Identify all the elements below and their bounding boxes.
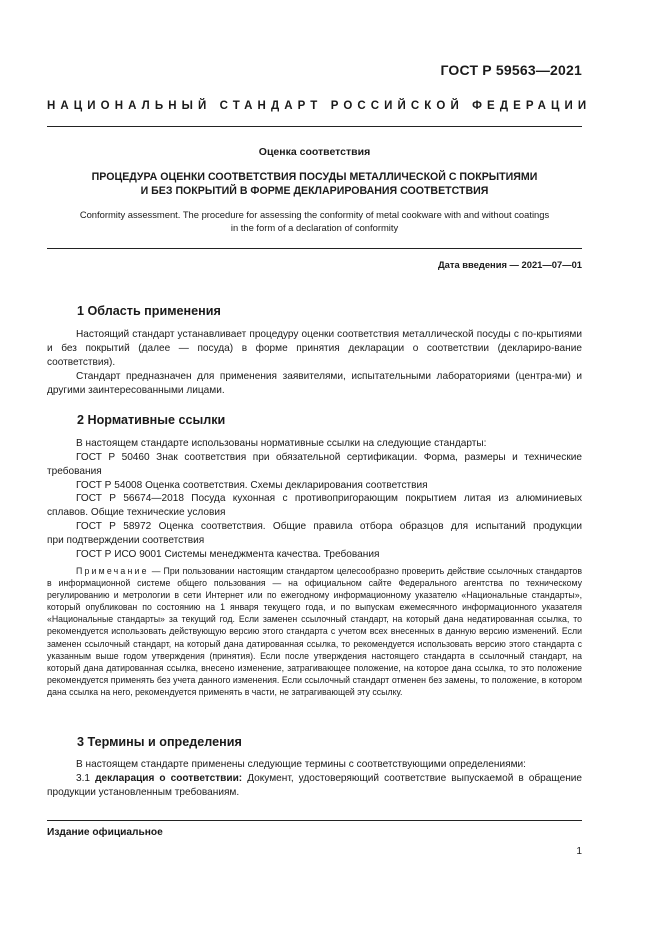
section-1-paragraph-2: Стандарт предназначен для применения заявителями, испытательными лабораториями (центра-ми) и другими заинтересованными лицами. (47, 371, 582, 396)
title-ru-line-2: И БЕЗ ПОКРЫТИЙ В ФОРМЕ ДЕКЛАРИРОВАНИЯ СООТВЕТСТВИЯ (140, 185, 489, 197)
reference-gost-50460: ГОСТ Р 50460 Знак соответствия при обязательной сертификации. Форма, размеры и технические (76, 452, 582, 463)
reference-gost-58972-cont: при подтверждении соответствия (47, 535, 205, 546)
title-en-line-2: in the form of a declaration of conformity (230, 221, 399, 233)
gost-number: ГОСТ Р 59563—2021 (440, 62, 582, 78)
section-2-heading: 2 Нормативные ссылки (77, 413, 226, 427)
terms-intro: В настоящем стандарте применены следующие термины с соответствующими определениями: (76, 759, 526, 770)
reference-gost-iso-9001: ГОСТ Р ИСО 9001 Системы менеджмента качества. Требования (76, 549, 380, 560)
references-intro: В настоящем стандарте использованы нормативные ссылки на следующие стандарты: (76, 438, 487, 449)
document-subject: Оценка соответствия (258, 146, 371, 158)
reference-gost-50460-cont: требования (47, 466, 102, 477)
section-1-heading: 1 Область применения (77, 304, 221, 318)
footer-divider (47, 820, 582, 821)
note-label: Примечание (76, 566, 149, 576)
title-divider (47, 248, 582, 249)
reference-gost-58972: ГОСТ Р 58972 Оценка соответствия. Общие правила отбора образцов для испытаний продукции (76, 521, 582, 532)
header-divider (47, 126, 582, 127)
reference-gost-54008: ГОСТ Р 54008 Оценка соответствия. Схемы декларирования соответствия (76, 480, 428, 491)
effective-date: Дата введения — 2021—07—01 (437, 259, 582, 270)
term-name: декларация о соответствии: (95, 773, 243, 784)
reference-gost-56674: ГОСТ Р 56674—2018 Посуда кухонная с противопригорающим покрытием литая из алюминиевых (76, 493, 582, 504)
reference-gost-56674-cont: сплавов. Общие технические условия (47, 507, 226, 518)
term-3-1: 3.1 декларация о соответствии: Документ, удостоверяющий соответствие выпускаемой в обращение продукции установленным требованиям. (47, 773, 583, 798)
references-note (47, 565, 582, 698)
section-1-paragraph-1: Настоящий стандарт устанавливает процедуру оценки соответствия металлической посуды с по-крытиями и без покрытий (далее — посуда) в форме принятия декларации о соответствии (деклариро-вание соответствия). (47, 329, 582, 368)
national-standard-title: НАЦИОНАЛЬНЫЙ СТАНДАРТ РОССИЙСКОЙ ФЕДЕРАЦИИ (47, 100, 592, 112)
official-edition-label: Издание официальное (47, 827, 163, 838)
title-ru-line-1: ПРОЦЕДУРА ОЦЕНКИ СООТВЕТСТВИЯ ПОСУДЫ МЕТАЛЛИЧЕСКОЙ С ПОКРЫТИЯМИ (91, 171, 538, 183)
title-en-line-1: Conformity assessment. The procedure for assessing the conformity of metal cookware with and without coatings (79, 209, 550, 220)
document-title-ru (47, 170, 582, 198)
page-number: 1 (576, 846, 582, 857)
section-3-heading: 3 Термины и определения (77, 735, 242, 749)
note-text: — При пользовании настоящим стандартом целесообразно проверить действие ссылочных стандартов в информационной системе общего пользования — на официальном сайте Федерального агентства по техническому регулированию и метрологии в сети Интернет или по ежегодному информационному указателю «Национальные стандарты», который опубликован по состоянию на 1 января текущего года, и по выпускам ежемесячного информационного указателя «Национальные стандарты» за текущий год. Если заменен ссылочный стандарт, на который дана недатированная ссылка, то рекомендуется использовать действующую версию этого стандарта с учетом всех внесенных в данную версию изменений. Если заменен ссылочный стандарт, на который дана датированная ссылка, то рекомендуется использовать версию этого стандарта с указанным выше годом утверждения (принятия). Если после утверждения настоящего стандарта в ссылочный стандарт, на который дана датированная ссылка, внесено изменение, затрагивающее положение, на которое дана ссылка, то это положение рекомендуется применять без учета данного изменения. Если ссылочный стандарт отменен без замены, то положение, в котором дана ссылка на него, рекомендуется применять в части, не затрагивающей эту ссылку. (47, 566, 582, 697)
document-title-en (47, 209, 582, 234)
term-definition: Документ, удостоверяющий соответствие выпускаемой в обращение продукции установленным требованиям. (47, 773, 583, 798)
